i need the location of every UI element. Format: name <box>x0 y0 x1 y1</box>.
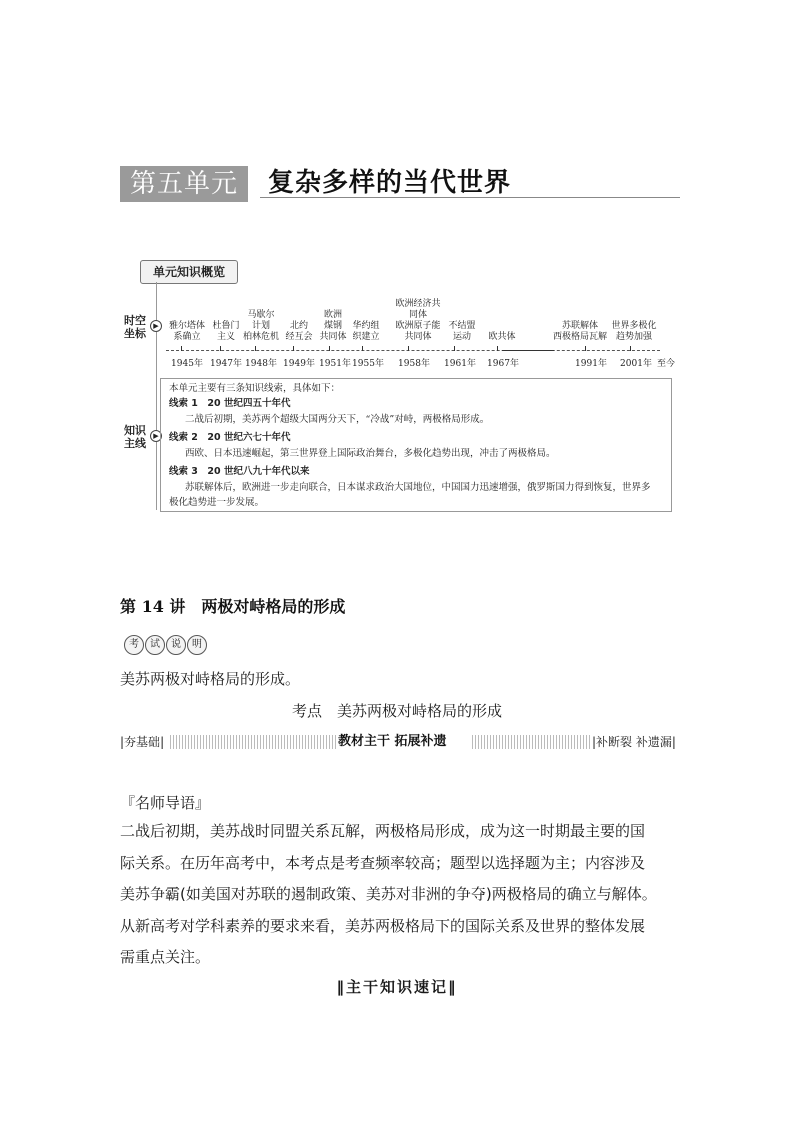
timeline-event-line: 马歇尔 <box>247 310 275 320</box>
timeline-event <box>243 310 279 343</box>
timeline-year: 1961年 <box>444 359 476 369</box>
timeline-tick <box>362 346 363 351</box>
clue-text: 西欧、日本迅速崛起，第三世界登上国际政治舞台，多极化趋势出现，冲击了两极格局。 <box>185 448 556 459</box>
timeline-event <box>395 299 440 343</box>
timeline-tick <box>497 346 498 351</box>
unit-header <box>120 160 680 204</box>
timeline-year: 1945年 <box>171 359 203 369</box>
clues-box <box>160 378 672 512</box>
timeline-event-line: 共同体 <box>319 332 347 342</box>
badge-char: 考 <box>124 635 144 655</box>
clue-label-line: 主线 <box>124 437 146 450</box>
guide-line: 需重点关注。 <box>120 948 211 966</box>
timeline-solid-segment <box>502 350 554 351</box>
bar-right-text: 补断裂 补遗漏 <box>596 735 672 749</box>
badge-char: 说 <box>166 635 186 655</box>
guide-paragraph <box>120 816 680 974</box>
play-arrow-icon: ▶ <box>150 320 162 332</box>
timeline-year: 1948年 <box>245 359 277 369</box>
timeline-event <box>352 321 379 343</box>
timeline-event-line: 系确立 <box>173 332 201 342</box>
clue-heading: 线索 1 20 世纪四五十年代 <box>169 398 291 409</box>
timeline-event <box>212 321 239 343</box>
clue-text: 极化趋势进一步发展。 <box>169 497 265 508</box>
timeline-year: 1951年 <box>319 359 351 369</box>
timeline-event-line: 煤钢 <box>323 321 343 331</box>
clue-text: 二战后初期，美苏两个超级大国两分天下，“冷战”对峙，两极格局形成。 <box>185 414 490 425</box>
timeline-event-line: 欧共体 <box>488 332 516 342</box>
timeline-side-label <box>122 314 148 340</box>
bar-pattern <box>170 735 336 749</box>
timeline-year: 2001年 <box>620 359 652 369</box>
timeline-year: 1947年 <box>210 359 242 369</box>
timeline-event-line: 欧洲经济共 <box>395 299 441 309</box>
timeline-year: 1955年 <box>352 359 384 369</box>
timeline-event <box>488 332 515 343</box>
unit-title-rule <box>260 197 680 198</box>
timeline-tick <box>329 346 330 351</box>
guide-line: 二战后初期，美苏战时同盟关系瓦解，两极格局形成，成为这一时期最主要的国 <box>120 822 646 840</box>
bar-center-label: 教材主干 拓展补遗 <box>338 734 447 749</box>
badge-char: 试 <box>145 635 165 655</box>
timeline-tick <box>181 346 182 351</box>
unit-title: 复杂多样的当代世界 <box>268 168 512 198</box>
timeline-event-line: 世界多极化 <box>611 321 657 331</box>
guide-heading: 『名师导语』 <box>120 794 211 812</box>
unit-label: 第五单元 <box>120 166 248 202</box>
kaodian-heading: 考点 美苏两极对峙格局的形成 <box>291 702 502 720</box>
overview-tag: 单元知识概览 <box>140 260 238 284</box>
guide-line: 美苏争霸(如美国对苏联的遏制政策、美苏对非洲的争夺)两极格局的确立与解体。 <box>120 885 657 903</box>
timeline-event-line: 织建立 <box>352 332 380 342</box>
bar-pattern <box>472 735 590 749</box>
timeline-year: 1958年 <box>398 359 430 369</box>
badge-char: 明 <box>187 635 207 655</box>
timeline-tick <box>293 346 294 351</box>
timeline-event <box>169 321 205 343</box>
timeline-event-line: 主义 <box>216 332 236 342</box>
timeline-event <box>285 321 312 343</box>
timeline-tick <box>220 346 221 351</box>
timeline-event-line: 欧洲 <box>323 310 343 320</box>
play-arrow-icon: ▶ <box>150 430 162 442</box>
clue-text: 苏联解体后，欧洲进一步走向联合，日本谋求政治大国地位，中国国力迅速增强，俄罗斯国力得到恢复，世界多 <box>185 482 651 493</box>
timeline-event-line: 华约组 <box>352 321 380 331</box>
timeline-event-line: 共同体 <box>404 332 432 342</box>
section-bar <box>120 732 680 752</box>
clue-heading: 线索 2 20 世纪六七十年代 <box>169 432 291 443</box>
timeline-tick <box>585 346 586 351</box>
lecture-title: 第 14 讲 两极对峙格局的形成 <box>120 597 346 616</box>
timeline-event-line: 计划 <box>251 321 271 331</box>
timeline-year: 1949年 <box>283 359 315 369</box>
timeline-event-line: 趋势加强 <box>615 332 653 342</box>
clue-label-line: 知识 <box>124 424 146 437</box>
timeline-tick <box>255 346 256 351</box>
timeline-tick <box>408 346 409 351</box>
timeline-event-line: 运动 <box>452 332 472 342</box>
timeline-event <box>611 321 656 343</box>
timeline-event <box>448 321 475 343</box>
timeline-event <box>319 310 346 343</box>
timeline-event-line: 苏联解体 <box>561 321 599 331</box>
exam-badge <box>124 632 208 654</box>
clue-heading: 线索 3 20 世纪八九十年代以来 <box>169 466 310 477</box>
section-heading: ‖主干知识速记‖ <box>336 978 458 996</box>
timeline-event-line: 同体 <box>408 310 428 320</box>
exam-requirement: 美苏两极对峙格局的形成。 <box>120 670 301 688</box>
bar-left-text: 夯基础 <box>124 735 161 749</box>
guide-line: 际关系。在历年高考中，本考点是考查频率较高；题型以选择题为主；内容涉及 <box>120 853 646 872</box>
timeline-year: 1991年 <box>575 359 607 369</box>
bar-left-label: |夯基础| <box>120 735 165 749</box>
timeline-year: 至今 <box>656 359 676 369</box>
clue-side-label <box>122 424 148 450</box>
overview-frame-line <box>156 282 158 510</box>
timeline-label-line: 时空 <box>124 314 146 327</box>
timeline-event-line: 经互会 <box>285 332 313 342</box>
timeline-tick <box>630 346 631 351</box>
guide-line: 从新高考对学科素养的要求来看，美苏两极格局下的国际关系及世界的整体发展 <box>120 916 646 935</box>
bar-right-label: |补断裂 补遗漏| <box>592 735 676 749</box>
timeline-year: 1967年 <box>487 359 519 369</box>
timeline-label-line: 坐标 <box>124 327 146 340</box>
timeline-event <box>553 321 607 343</box>
timeline-event-line: 北约 <box>289 321 309 331</box>
timeline-event-line: 欧洲原子能 <box>395 321 441 331</box>
timeline-event-line: 西极格局瓦解 <box>552 332 608 342</box>
clues-intro: 本单元主要有三条知识线索，具体如下： <box>169 383 341 394</box>
timeline-event-line: 雅尔塔体 <box>168 321 206 331</box>
timeline-event-line: 不结盟 <box>448 321 476 331</box>
timeline-tick <box>454 346 455 351</box>
timeline-event-line: 杜鲁门 <box>212 321 240 331</box>
timeline-event-line: 柏林危机 <box>242 332 280 342</box>
